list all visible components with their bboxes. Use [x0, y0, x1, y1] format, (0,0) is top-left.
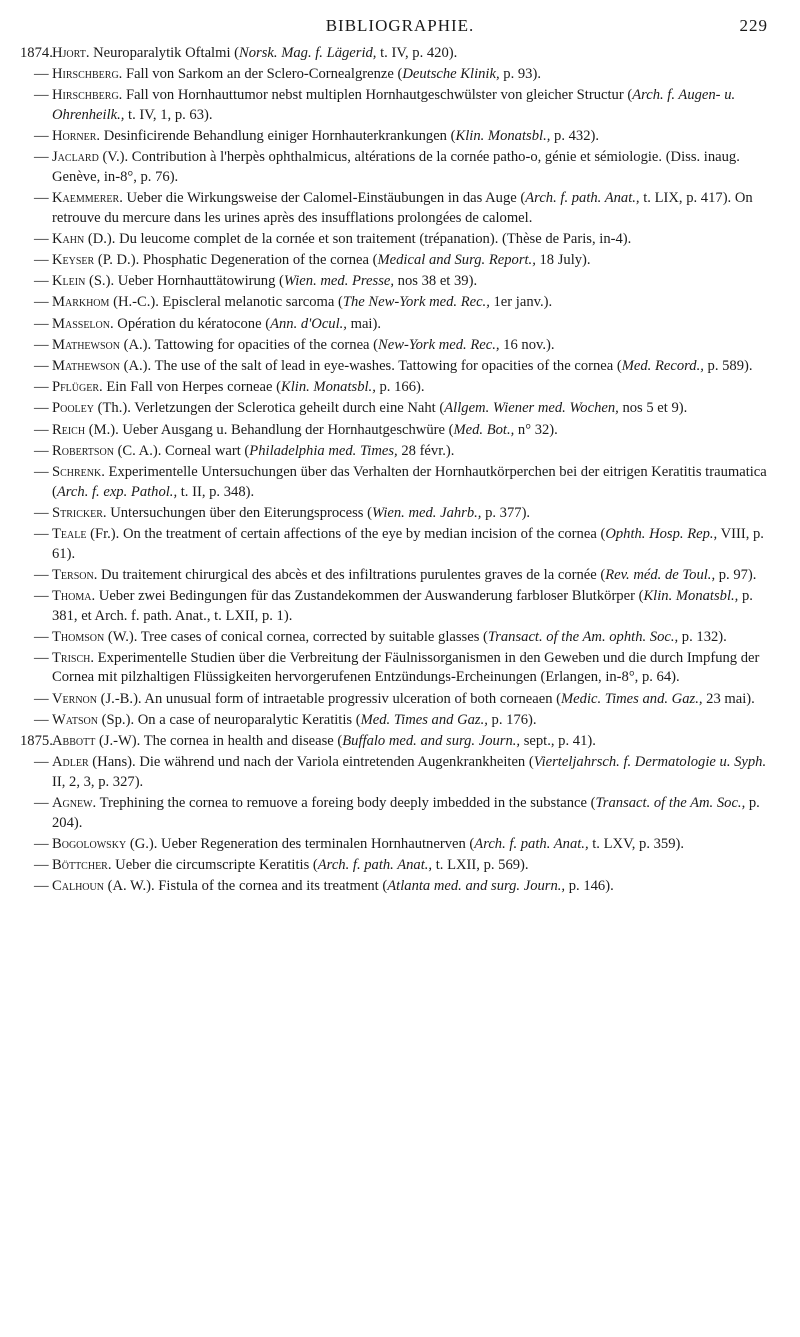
- entry-journal: Rev. méd. de Toul.,: [605, 566, 716, 583]
- entry-text: Trephining the cornea to remuove a foreing body deeply imbedded in the substance (: [96, 795, 596, 811]
- entry-citation: nos 5 et 9).: [618, 400, 688, 417]
- bibliography-entry: [20, 293, 780, 313]
- entry-author: Mathewson: [52, 358, 120, 375]
- entry-author: Jaclard: [52, 149, 99, 166]
- page-header: [0, 16, 800, 40]
- entry-journal: Med. Times and Gaz.,: [360, 711, 488, 728]
- bibliography-entry: [20, 628, 780, 648]
- entry-dash: —: [34, 190, 49, 207]
- entry-author: Terson.: [52, 566, 98, 583]
- entry-author: Pflüger.: [52, 379, 103, 396]
- entry-author: Kaemmerer.: [52, 190, 123, 207]
- entry-author: Reich: [52, 421, 86, 438]
- entry-dash: —: [34, 252, 49, 269]
- entry-dash: —: [34, 587, 49, 604]
- entry-author: Calhoun: [52, 878, 104, 895]
- entry-dash: —: [34, 315, 49, 332]
- entry-dash: —: [34, 230, 49, 247]
- entry-citation: p. 589).: [703, 358, 753, 375]
- bibliography-entry: [20, 504, 780, 524]
- entry-journal: Arch. f. path. Anat.,: [525, 190, 640, 207]
- bibliography-entry: [20, 189, 780, 228]
- entry-author: Pooley: [52, 400, 94, 417]
- entry-journal: New-York med. Rec.,: [378, 336, 500, 353]
- entry-citation: n° 32).: [514, 421, 558, 438]
- entry-journal: Klin. Monatsbl.,: [280, 379, 376, 396]
- entry-citation: p. 93).: [499, 66, 541, 83]
- entry-year: 1875.: [20, 733, 53, 750]
- bibliography-entry: [20, 835, 780, 855]
- entry-author: Vernon: [52, 690, 97, 707]
- entry-author: Masselon.: [52, 315, 114, 332]
- entry-text: Experimentelle Studien über die Verbreitung der Fäulnissorganismen in den Geweben und die durch Impfung der Cornea mit pilzhaltigen Flüssigkeiten hervorgerufenen Entzündungs-Ercheinungen (Erlangen, in-8°, p. 64).: [52, 649, 760, 686]
- entry-citation: p. 377).: [481, 504, 531, 521]
- bibliography-entry: [20, 315, 780, 335]
- entry-dash: —: [34, 421, 49, 438]
- entry-author: Klein: [52, 273, 86, 290]
- bibliography-entry: [20, 357, 780, 377]
- entry-text: Neuroparalytik Oftalmi (: [89, 45, 240, 61]
- entry-journal: Med. Record.,: [621, 358, 704, 375]
- entry-author: Mathewson: [52, 336, 120, 353]
- entry-text: Opération du kératocone (: [113, 315, 271, 332]
- entry-journal: Wien. med. Presse,: [283, 273, 395, 290]
- entry-citation: p. 166).: [375, 379, 425, 396]
- bibliography-entry: [20, 272, 780, 292]
- bibliography-entry: [20, 649, 780, 688]
- entry-text: (A. W.). Fistula of the cornea and its treatment (: [103, 878, 388, 895]
- entry-dash: —: [34, 504, 49, 521]
- entry-text: Desinficirende Behandlung einiger Hornhauterkrankungen (: [100, 128, 456, 145]
- entry-dash: —: [34, 711, 49, 728]
- entry-journal: Norsk. Mag. f. Lägerid,: [239, 45, 377, 61]
- entry-citation: 18 July).: [535, 252, 591, 269]
- bibliography-entry: [20, 463, 780, 502]
- page-number: 229: [739, 16, 768, 35]
- entry-text: Fall von Hornhauttumor nebst multiplen Hornhautgeschwülster von gleicher Structur (: [122, 87, 633, 104]
- bibliography-entry: [20, 399, 780, 419]
- entry-journal: Medic. Times and. Gaz.,: [561, 690, 703, 707]
- bibliography-entry: [20, 566, 780, 586]
- entry-dash: —: [34, 878, 49, 895]
- entry-citation: mai).: [346, 315, 381, 332]
- entry-author: Thomson: [52, 628, 105, 645]
- entry-dash: —: [34, 336, 49, 353]
- entry-dash: —: [34, 525, 49, 542]
- entry-dash: —: [34, 442, 49, 459]
- entry-citation: p. 146).: [565, 878, 614, 895]
- entry-author: Böttcher.: [52, 856, 112, 873]
- entry-author: Robertson: [52, 442, 114, 459]
- entry-journal: Klin. Monatsbl.,: [455, 128, 551, 145]
- entry-journal: Atlanta med. and surg. Journ.,: [387, 878, 566, 895]
- entry-author: Agnew.: [52, 795, 97, 811]
- entry-text: (C. A.). Corneal wart (: [113, 442, 250, 459]
- entry-dash: —: [34, 128, 49, 145]
- entry-citation: 23 mai).: [702, 690, 755, 707]
- entry-text: Untersuchungen über den Eiterungsprocess (: [106, 504, 372, 521]
- entry-dash: —: [34, 754, 49, 771]
- entry-text: (H.-C.). Episcleral melanotic sarcoma (: [109, 294, 343, 311]
- bibliography-entry: [20, 856, 780, 876]
- entry-author: Hirschberg.: [52, 87, 123, 104]
- entry-dash: —: [34, 649, 49, 666]
- entry-dash: —: [34, 690, 49, 707]
- entry-citation: sept., p. 41).: [520, 733, 596, 750]
- entry-text: Ueber die Wirkungsweise der Calomel-Einstäubungen in das Auge (: [122, 190, 526, 207]
- entry-dash: —: [34, 273, 49, 290]
- entry-journal: Wien. med. Jahrb.,: [372, 504, 482, 521]
- entry-journal: Vierteljahrsch. f. Dermatologie u. Syph.: [533, 754, 767, 771]
- entry-citation: p. 176).: [487, 711, 537, 728]
- entry-journal: Allgem. Wiener med. Wochen,: [444, 400, 619, 417]
- bibliography-entry: [20, 230, 780, 250]
- entry-dash: —: [34, 795, 49, 811]
- bibliography-entry: [20, 442, 780, 462]
- entry-text: (D.). Du leucome complet de la cornée et son traitement (trépanation). (Thèse de Paris, in-4).: [84, 230, 632, 247]
- running-title: BIBLIOGRAPHIE.: [325, 16, 475, 35]
- entry-dash: —: [34, 400, 49, 417]
- entry-dash: —: [34, 379, 49, 396]
- bibliography-entry: [20, 148, 780, 187]
- bibliography-entry: [20, 65, 780, 85]
- bibliography-entry: [20, 251, 780, 271]
- entry-text: Ein Fall von Herpes corneae (: [102, 379, 281, 396]
- bibliography-entry: [20, 336, 780, 356]
- entry-text: Ueber zwei Bedingungen für das Zustandekommen der Auswanderung farbloser Blutkörper (: [95, 587, 644, 604]
- entry-text: Ueber die circumscripte Keratitis (: [111, 856, 318, 873]
- entry-text: (Fr.). On the treatment of certain affections of the eye by median incision of the cornea (: [86, 525, 606, 542]
- bibliography-entry: [20, 753, 780, 792]
- entry-dash: —: [34, 294, 49, 311]
- entry-text: (J.-B.). An unusual form of intraetable progressiv ulceration of both corneaen (: [96, 690, 562, 707]
- entry-citation: 16 nov.).: [499, 336, 555, 353]
- entry-citation: t. LXII, p. 569).: [432, 856, 529, 873]
- entry-text: (M.). Ueber Ausgang u. Behandlung der Hornhautgeschwüre (: [85, 421, 454, 438]
- entry-dash: —: [34, 856, 49, 873]
- entry-citation: t. II, p. 348).: [177, 483, 255, 500]
- entry-citation: t. LIX, p. 417). On retrouve du mercure dans les urines après des insufflations prolongées de calomel.: [52, 190, 753, 226]
- entry-author: Bogolowsky: [52, 835, 127, 852]
- entry-citation: 28 févr.).: [397, 442, 455, 459]
- entry-text: (V.). Contribution à l'herpès ophthalmicus, altérations de la cornée patho-o, génie et sémiologie. (Diss. inaug. Genève, in-8°, p. 76).: [52, 149, 740, 185]
- entry-author: Markhom: [52, 294, 110, 311]
- entry-citation: 1er janv.).: [489, 294, 553, 311]
- entry-text: (Hans). Die während und nach der Variola eintretenden Augenkrankheiten (: [88, 754, 534, 771]
- entry-citation: II, 2, 3, p. 327).: [52, 773, 144, 790]
- entry-dash: —: [34, 87, 49, 104]
- entry-citation: VIII, p. 61).: [52, 525, 764, 562]
- entry-dash: —: [34, 566, 49, 583]
- bibliography-entry: [20, 86, 780, 125]
- entry-text: Fall von Sarkom an der Sclero-Cornealgrenze (: [122, 66, 403, 83]
- entry-journal: Arch. f. path. Anat.,: [474, 835, 589, 852]
- entry-text: (W.). Tree cases of conical cornea, corrected by suitable glasses (: [104, 628, 488, 645]
- entry-journal: The New-York med. Rec.,: [342, 294, 490, 311]
- bibliography-entry: [20, 690, 780, 710]
- entry-journal: Ophth. Hosp. Rep.,: [605, 525, 718, 542]
- entry-journal: Transact. of the Am. ophth. Soc.,: [487, 628, 679, 645]
- entry-citation: nos 38 et 39).: [394, 273, 478, 290]
- entry-dash: —: [34, 835, 49, 852]
- entry-citation: p. 204).: [52, 795, 760, 831]
- entry-text: (S.). Ueber Hornhauttätowirung (: [85, 273, 284, 290]
- entry-author: Schrenk.: [52, 463, 105, 480]
- entry-author: Trisch.: [52, 649, 95, 666]
- entry-journal: Transact. of the Am. Soc.,: [595, 795, 746, 811]
- bibliography-entry: [20, 525, 780, 564]
- entry-journal: Deutsche Klinik,: [402, 66, 500, 83]
- entry-dash: —: [34, 149, 49, 166]
- entry-text: (A.). The use of the salt of lead in eye-washes. Tattowing for opacities of the cornea (: [119, 358, 622, 375]
- entry-citation: p. 381, et Arch. f. path. Anat., t. LXII, p. 1).: [52, 587, 753, 624]
- entry-author: Horner.: [52, 128, 101, 145]
- entry-citation: t. IV, 1, p. 63).: [124, 106, 213, 123]
- bibliography-entry: [20, 732, 780, 752]
- bibliography-entry: [20, 127, 780, 147]
- entry-journal: Philadelphia med. Times,: [249, 442, 398, 459]
- entry-journal: Buffalo med. and surg. Journ.,: [342, 733, 521, 750]
- entry-author: Hjort.: [52, 45, 90, 61]
- entry-journal: Klin. Monatsbl.,: [643, 587, 739, 604]
- entry-text: (G.). Ueber Regeneration des terminalen Hornhautnerven (: [126, 835, 475, 852]
- entry-author: Teale: [52, 525, 87, 542]
- bibliography-entry: [20, 421, 780, 441]
- entry-text: (Th.). Verletzungen der Sclerotica geheilt durch eine Naht (: [94, 400, 445, 417]
- bibliography-entry: [20, 378, 780, 398]
- entry-text: Du traitement chirurgical des abcès et des infiltrations purulentes graves de la cornée (: [97, 566, 606, 583]
- bibliography-entry: [20, 587, 780, 626]
- entry-journal: Arch. f. exp. Pathol.,: [56, 483, 178, 500]
- entry-journal: Ann. d'Ocul.,: [270, 315, 347, 332]
- entry-author: Keyser: [52, 252, 95, 269]
- entry-dash: —: [34, 628, 49, 645]
- entry-dash: —: [34, 358, 49, 375]
- entry-citation: t. LXV, p. 359).: [588, 835, 685, 852]
- entry-citation: p. 97).: [715, 566, 757, 583]
- entry-author: Abbott: [52, 733, 96, 750]
- entry-text: (J.-W). The cornea in health and disease (: [95, 733, 343, 750]
- entry-text: (A.). Tattowing for opacities of the cornea (: [119, 336, 379, 353]
- bibliography-entry: [20, 877, 780, 897]
- bibliography-entry: [20, 711, 780, 731]
- entry-author: Stricker.: [52, 504, 107, 521]
- entry-author: Hirschberg.: [52, 66, 123, 83]
- entry-author: Kahn: [52, 230, 85, 247]
- entry-citation: t. IV, p. 420).: [376, 45, 458, 61]
- entry-journal: Medical and Surg. Report.,: [377, 252, 536, 269]
- entry-author: Thoma.: [52, 587, 96, 604]
- bibliography-list: [20, 44, 780, 898]
- entry-text: (Sp.). On a case of neuroparalytic Keratitis (: [98, 711, 361, 728]
- entry-citation: p. 432).: [550, 128, 600, 145]
- entry-text: (P. D.). Phosphatic Degeneration of the cornea (: [94, 252, 378, 269]
- entry-dash: —: [34, 66, 49, 83]
- entry-journal: Arch. f. Augen- u. Ohrenheilk.,: [52, 87, 736, 123]
- entry-journal: Arch. f. path. Anat.,: [317, 856, 433, 873]
- bibliography-entry: [20, 794, 780, 833]
- entry-citation: p. 132).: [678, 628, 727, 645]
- entry-dash: —: [34, 463, 49, 480]
- bibliography-entry: [20, 44, 780, 64]
- entry-year: 1874.: [20, 45, 53, 61]
- entry-author: Watson: [52, 711, 99, 728]
- entry-journal: Med. Bot.,: [453, 421, 515, 438]
- entry-text: Experimentelle Untersuchungen über das Verhalten der Hornhautkörperchen bei der eitrigen Keratitis traumatica (: [52, 463, 767, 500]
- entry-author: Adler: [52, 754, 89, 771]
